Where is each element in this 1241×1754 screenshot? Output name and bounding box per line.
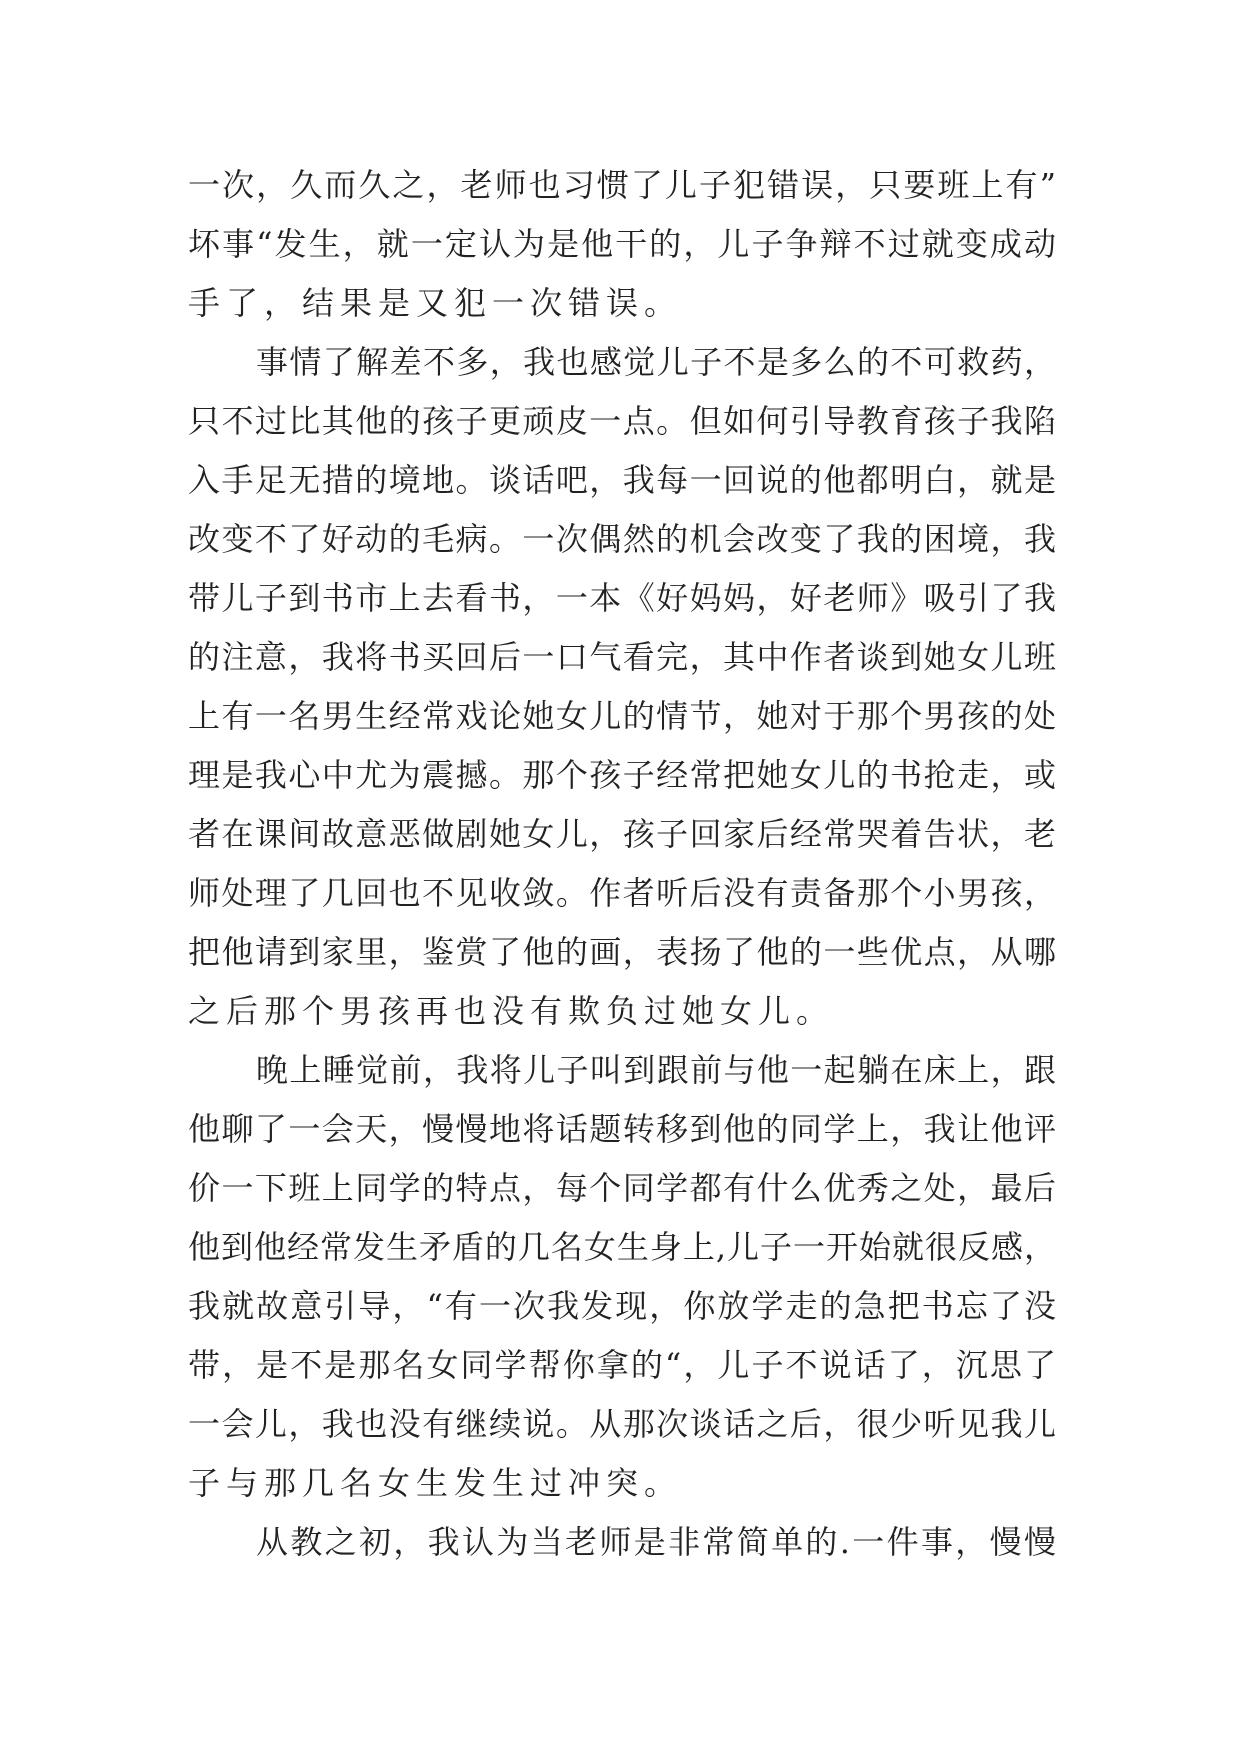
text-line: 师处理了几回也不见收敛。作者听后没有责备那个小男孩， (188, 874, 1056, 912)
text-line: 从教之初，我认为当老师是非常简单的.一件事，慢慢 (256, 1523, 1056, 1561)
paragraph-1 (188, 156, 1056, 333)
text-line: 者在课间故意恶做剧她女儿，孩子回家后经常哭着告状，老 (188, 815, 1056, 853)
text-line: 的注意，我将书买回后一口气看完，其中作者谈到她女儿班 (188, 638, 1056, 676)
text-line: 带，是不是那名女同学帮你拿的“，儿子不说话了，沉思了 (188, 1346, 1056, 1384)
text-line: 上有一名男生经常戏论她女儿的情节，她对于那个男孩的处 (188, 697, 1056, 735)
body-text (188, 156, 1056, 1572)
text-line: 事情了解差不多，我也感觉儿子不是多么的不可救药， (256, 343, 1056, 381)
paragraph-3 (188, 1041, 1056, 1513)
text-line: 我就故意引导，“有一次我发现，你放学走的急把书忘了没 (188, 1287, 1056, 1325)
text-line: 他聊了一会天，慢慢地将话题转移到他的同学上，我让他评 (188, 1110, 1056, 1148)
text-line: 把他请到家里，鉴赏了他的画，表扬了他的一些优点，从哪 (188, 933, 1056, 971)
text-line: 一次，久而久之，老师也习惯了儿子犯错误，只要班上有” (188, 166, 1056, 204)
text-line: 改变不了好动的毛病。一次偶然的机会改变了我的困境，我 (188, 520, 1056, 558)
text-line: 晚上睡觉前，我将儿子叫到跟前与他一起躺在床上，跟 (256, 1051, 1056, 1089)
text-line: 手了，结果是又犯一次错误。 (188, 284, 683, 322)
text-line: 一会儿，我也没有继续说。从那次谈话之后，很少听见我儿 (188, 1405, 1056, 1443)
text-line: 价一下班上同学的特点，每个同学都有什么优秀之处，最后 (188, 1169, 1056, 1207)
paragraph-4 (188, 1513, 1056, 1572)
text-line: 带儿子到书市上去看书，一本《好妈妈，好老师》吸引了我 (188, 579, 1056, 617)
paragraph-2 (188, 333, 1056, 1041)
text-line: 只不过比其他的孩子更顽皮一点。但如何引导教育孩子我陷 (188, 402, 1056, 440)
text-line: 他到他经常发生矛盾的几名女生身上,儿子一开始就很反感， (188, 1228, 1056, 1266)
text-line: 之后那个男孩再也没有欺负过她女儿。 (188, 992, 835, 1030)
text-line: 入手足无措的境地。谈话吧，我每一回说的他都明白，就是 (188, 461, 1056, 499)
text-line: 子与那几名女生发生过冲突。 (188, 1464, 683, 1502)
text-line: 坏事“发生，就一定认为是他干的，儿子争辩不过就变成动 (188, 225, 1056, 263)
text-line: 理是我心中尤为震撼。那个孩子经常把她女儿的书抢走，或 (188, 756, 1056, 794)
